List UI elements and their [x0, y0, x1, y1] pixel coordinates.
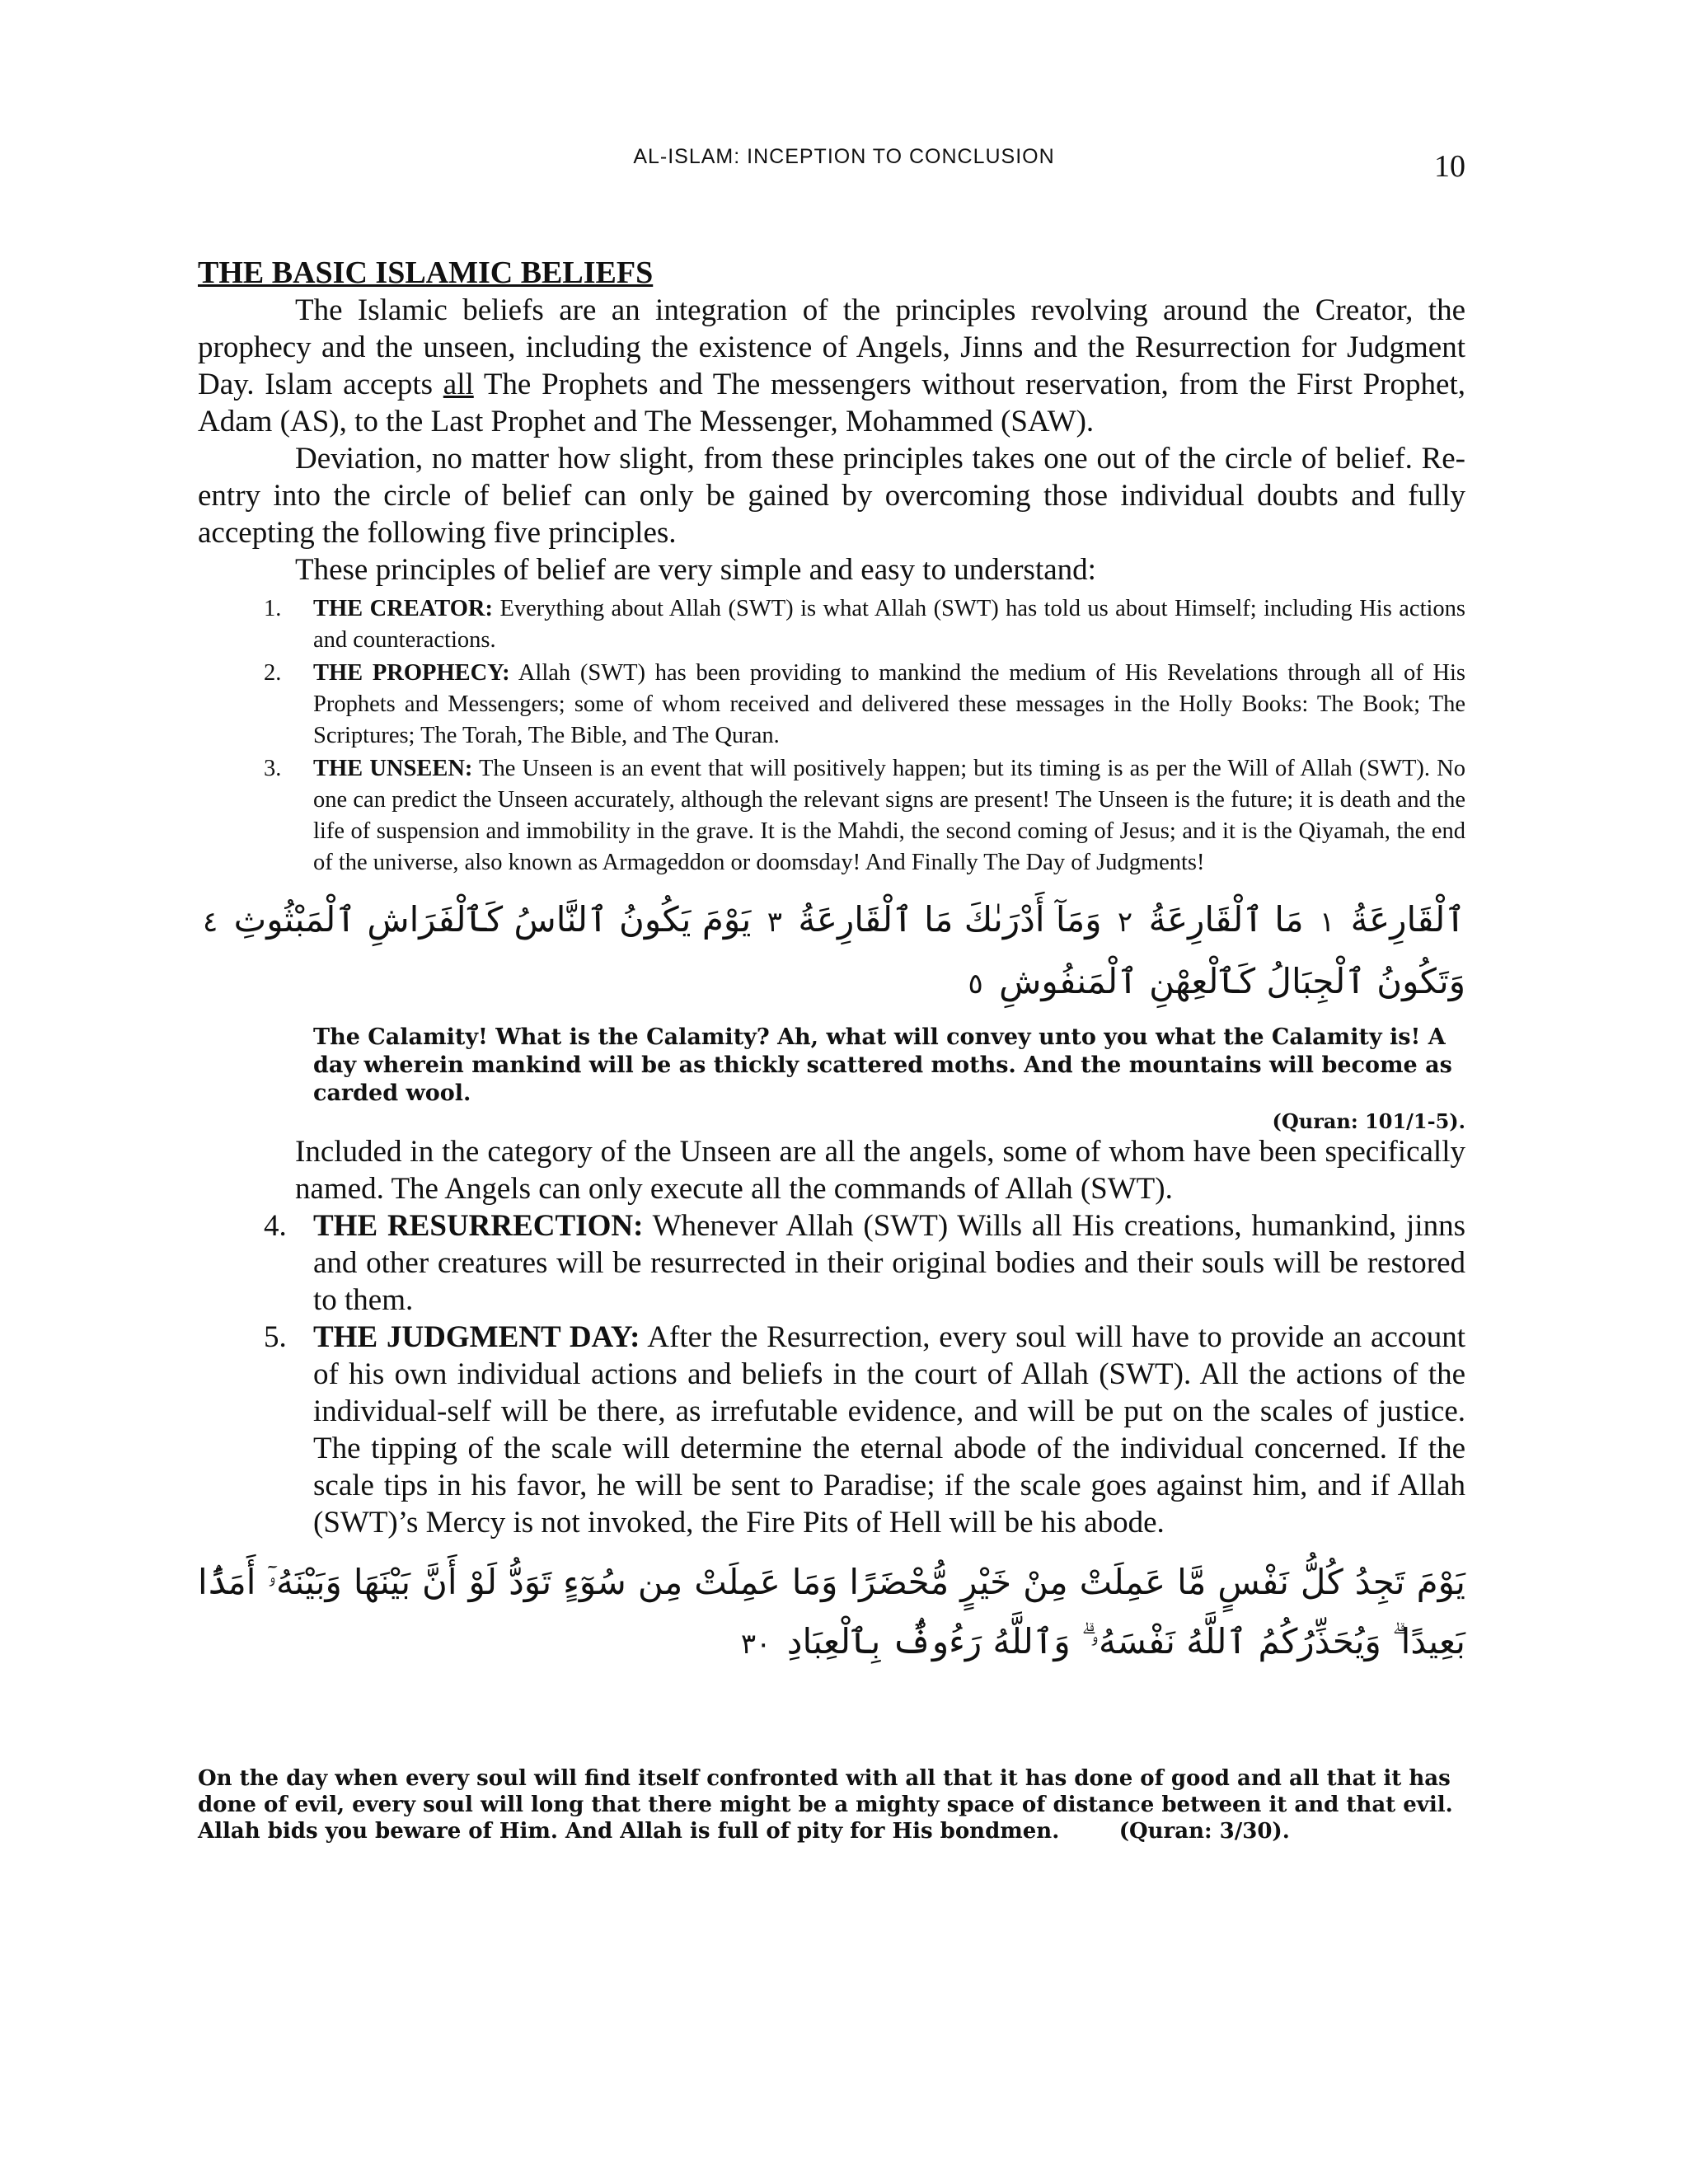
arabic-verse-qaria [198, 890, 1465, 1014]
principles-list-1 [198, 593, 1465, 879]
principle-text: Allah (SWT) has been providing to mankind the medium of His Revelations through all of His Prophets and Messengers; some of whom received and delivered these messages in the Holly Books: The Book; The Scriptures; The Torah, The Bible, and The Quran. [313, 660, 1465, 748]
principle-number: 4. [264, 1209, 287, 1243]
arabic-segment: مَا ٱلْقَارِعَةُ [1148, 899, 1304, 940]
intro-paragraph [198, 292, 1465, 440]
page-number: 10 [1434, 149, 1465, 184]
ayah-number-mark: ١ [1319, 906, 1335, 939]
principle-item [198, 593, 1465, 656]
intro-text-b: The Prophets and The messengers without reservation, from the First Prophet, Adam (AS), to the Last Prophet and The Messenger, Mohammed (SAW). [198, 368, 1465, 438]
principle-text: After the Resurrection, every soul will have to provide an account of his own individual actions and beliefs in the court of Allah (SWT). All the actions of the individual-self will be there, as irrefutable evidence, and will be put on the scales of justice. The tipping of the scale will determine the eternal abode of the individual concerned. If the scale tips in his favor, he will be sent to Paradise; if the scale goes against him, and if Allah (SWT)’s Mercy is not invoked, the Fire Pits of Hell will be his abode. [313, 1320, 1465, 1540]
principle-text: The Unseen is an event that will positively happen; but its timing is as per the Will of Allah (SWT). No one can predict the Unseen accurately, although the relevant signs are present! The Unseen is the future; it is death and the life of suspension and immobility in the grave. It is the Mahdi, the second coming of Jesus; and it is the Qiyamah, the end of the universe, also known as Armageddon or doomsday! And Finally The Day of Judgments! [313, 756, 1465, 875]
arabic-segment: ٱلْقَارِعَةُ [1350, 899, 1465, 940]
translation-quote-2 [198, 1765, 1484, 1844]
principle-item [198, 1319, 1465, 1541]
principle-term: THE JUDGMENT DAY: [313, 1320, 640, 1354]
ayah-number-mark: ٥ [968, 968, 983, 1001]
unseen-followup-paragraph: Included in the category of the Unseen are all the angels, some of whom have been specifically named. The Angels can only execute all the commands of Allah (SWT). [295, 1135, 1465, 1206]
principles-intro: These principles of belief are very simple and easy to understand: [295, 553, 1096, 587]
ayah-number-mark: ٣٠ [740, 1628, 771, 1661]
page-body [198, 254, 1465, 1674]
arabic-segment: وَتَكُونُ ٱلْجِبَالُ كَٱلْعِهْنِ ٱلْمَنفُوشِ [999, 961, 1465, 1001]
principle-term: THE PROPHECY: [313, 660, 510, 686]
principle-text: Whenever Allah (SWT) Wills all His creations, humankind, jinns and other creatures will be resurrected in their original bodies and their souls will be restored to them. [313, 1209, 1465, 1317]
arabic-segment: يَوْمَ تَجِدُ كُلُّ نَفْسٍ مَّا عَمِلَتْ مِنْ خَيْرٍ مُّحْضَرًا وَمَا عَمِلَتْ مِن سُوٓءٍ تَوَدُّ لَوْ أَنَّ بَيْنَهَا وَبَيْنَهُۥٓ أَمَدًۢا بَعِيدًا ۗ وَيُحَذِّرُكُمُ ٱللَّهُ نَفْسَهُۥ ۗ وَٱللَّهُ رَءُوفٌۢ بِٱلْعِبَادِ [198, 1562, 1465, 1661]
arabic-verse-imran [198, 1553, 1465, 1674]
arabic-segment: يَوْمَ يَكُونُ ٱلنَّاسُ كَٱلْفَرَاشِ ٱلْمَبْثُوثِ [233, 899, 752, 940]
principle-number: 3. [264, 756, 282, 781]
quote-2-text: On the day when every soul will find itself confronted with all that it has done of good and all that it has done of evil, every soul will long that there might be a mighty space of distance between it and that evil. Allah bids you beware of Him. And Allah is full of pity for His bondmen. [198, 1766, 1453, 1844]
principle-text: Everything about Allah (SWT) is what Allah (SWT) has told us about Himself; including His actions and counteractions. [313, 596, 1465, 653]
quote-citation-1: (Quran: 101/1-5). [1272, 1109, 1465, 1133]
translation-quote-1: The Calamity! What is the Calamity? Ah, what will convey unto you what the Calamity is! A day wherein mankind will be as thickly scattered moths. And the mountains will become as carded wool. [313, 1024, 1452, 1106]
principle-number: 2. [264, 660, 282, 686]
principle-term: THE CREATOR: [313, 596, 494, 621]
principle-number: 1. [264, 596, 282, 621]
intro-text-a: The Islamic beliefs are an integration of the principles revolving around the Creator, the prophecy and the unseen, including the existence of Angels, Jinns and the Resurrection for Judgment Day. Islam accepts [198, 293, 1465, 401]
intro-underlined-word: all [443, 368, 474, 401]
section-heading: THE BASIC ISLAMIC BELIEFS [198, 255, 654, 290]
principle-item [198, 753, 1465, 879]
principle-term: THE RESURRECTION: [313, 1209, 644, 1243]
principle-item [198, 1207, 1465, 1319]
principle-item [198, 658, 1465, 752]
principles-list-2 [198, 1207, 1465, 1541]
ayah-number-mark: ٢ [1117, 906, 1133, 939]
deviation-paragraph: Deviation, no matter how slight, from these principles takes one out of the circle of belief. Re-entry into the circle of belief can only be gained by overcoming those individual doubts and fully accepting the following five principles. [198, 442, 1465, 550]
ayah-number-mark: ٣ [767, 906, 782, 939]
quote-citation-2: (Quran: 3/30). [1118, 1819, 1290, 1844]
ayah-number-mark: ٤ [203, 906, 218, 939]
principle-term: THE UNSEEN: [313, 756, 473, 781]
principle-number: 5. [264, 1320, 287, 1354]
arabic-segment: وَمَآ أَدْرَىٰكَ مَا ٱلْقَارِعَةُ [798, 899, 1102, 940]
running-header-title: AL-ISLAM: INCEPTION TO CONCLUSION [633, 145, 1055, 168]
